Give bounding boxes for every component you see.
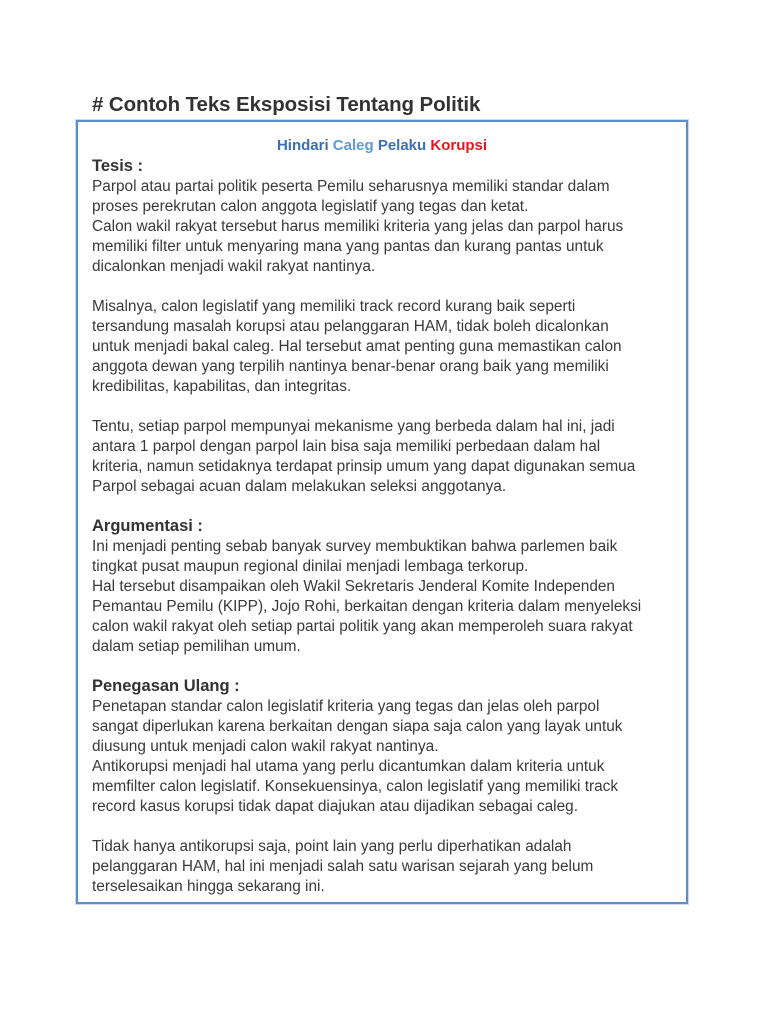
text-line: tingkat pusat maupun regional dinilai menjadi lembaga terkorup.: [92, 558, 529, 575]
text-line: Parpol sebagai acuan dalam melakukan seleksi anggotanya.: [92, 478, 507, 495]
text-line: pelanggaran HAM, hal ini menjadi salah satu warisan sejarah yang belum: [92, 858, 594, 875]
text-line: Hal tersebut disampaikan oleh Wakil Sekretaris Jenderal Komite Independen: [92, 578, 615, 595]
text-line: Antikorupsi menjadi hal utama yang perlu dicantumkan dalam kriteria untuk: [92, 758, 605, 775]
text-line: kriteria, namun setidaknya terdapat prinsip umum yang dapat digunakan semua: [92, 458, 636, 475]
text-line: Misalnya, calon legislatif yang memiliki track record kurang baik seperti: [92, 298, 576, 315]
section-penegasan-ulang: [92, 675, 682, 897]
text-line: Tentu, setiap parpol mempunyai mekanisme yang berbeda dalam hal ini, jadi: [92, 418, 615, 435]
text-line: Tidak hanya antikorupsi saja, point lain yang perlu diperhatikan adalah: [92, 838, 572, 855]
paragraph: [92, 697, 682, 817]
section-label-argumentasi: Argumentasi :: [92, 517, 203, 535]
text-line: sangat diperlukan karena berkaitan dengan siapa saja calon yang layak untuk: [92, 718, 623, 735]
paragraph: [92, 837, 682, 897]
text-line: kredibilitas, kapabilitas, dan integritas.: [92, 378, 352, 395]
text-line: memiliki filter untuk menyaring mana yang pantas dan kurang pantas untuk: [92, 238, 604, 255]
paragraph: [92, 297, 682, 397]
text-line: tersandung masalah korupsi atau pelanggaran HAM, tidak boleh dicalonkan: [92, 318, 609, 335]
text-line: calon wakil rakyat oleh setiap partai politik yang akan memperoleh suara rakyat: [92, 618, 633, 635]
page-title: # Contoh Teks Eksposisi Tentang Politik: [92, 93, 481, 116]
text-line: terselesaikan hingga sekarang ini.: [92, 878, 325, 895]
heading-word-4: Korupsi: [430, 137, 488, 154]
section-label-tesis: Tesis :: [92, 157, 144, 175]
text-line: proses perekrutan calon anggota legislatif yang tegas dan ketat.: [92, 198, 529, 215]
text-line: dalam setiap pemilihan umum.: [92, 638, 301, 655]
paragraph: [92, 417, 682, 497]
text-line: memfilter calon legislatif. Konsekuensinya, calon legislatif yang memiliki track: [92, 778, 619, 795]
text-line: record kasus korupsi tidak dapat diajukan atau dijadikan sebagai caleg.: [92, 798, 578, 815]
paragraph: [92, 177, 682, 277]
section-argumentasi: [92, 515, 682, 657]
text-line: Penetapan standar calon legislatif kriteria yang tegas dan jelas oleh parpol: [92, 698, 600, 715]
heading-word-1: Hindari: [276, 137, 329, 154]
text-line: anggota dewan yang terpilih nantinya benar-benar orang baik yang memiliki: [92, 358, 609, 375]
text-line: Ini menjadi penting sebab banyak survey membuktikan bahwa parlemen baik: [92, 538, 618, 555]
box-content: [92, 155, 682, 897]
paragraph: [92, 537, 682, 657]
box-heading: [78, 137, 686, 154]
text-line: dicalonkan menjadi wakil rakyat nantinya.: [92, 258, 376, 275]
heading-word-3: Pelaku: [377, 137, 427, 154]
text-line: Calon wakil rakyat tersebut harus memiliki kriteria yang jelas dan parpol harus: [92, 218, 624, 235]
text-line: Parpol atau partai politik peserta Pemilu seharusnya memiliki standar dalam: [92, 178, 610, 195]
heading-word-2: Caleg: [332, 137, 374, 154]
text-line: diusung untuk menjadi calon wakil rakyat nantinya.: [92, 738, 439, 755]
text-line: untuk menjadi bakal caleg. Hal tersebut amat penting guna memastikan calon: [92, 338, 622, 355]
text-line: Pemantau Pemilu (KIPP), Jojo Rohi, berkaitan dengan kriteria dalam menyeleksi: [92, 598, 642, 615]
text-line: antara 1 parpol dengan parpol lain bisa saja memiliki perbedaan dalam hal: [92, 438, 601, 455]
section-label-penegasan-ulang: Penegasan Ulang :: [92, 677, 240, 695]
text-box: [76, 120, 688, 904]
section-tesis: [92, 155, 682, 497]
